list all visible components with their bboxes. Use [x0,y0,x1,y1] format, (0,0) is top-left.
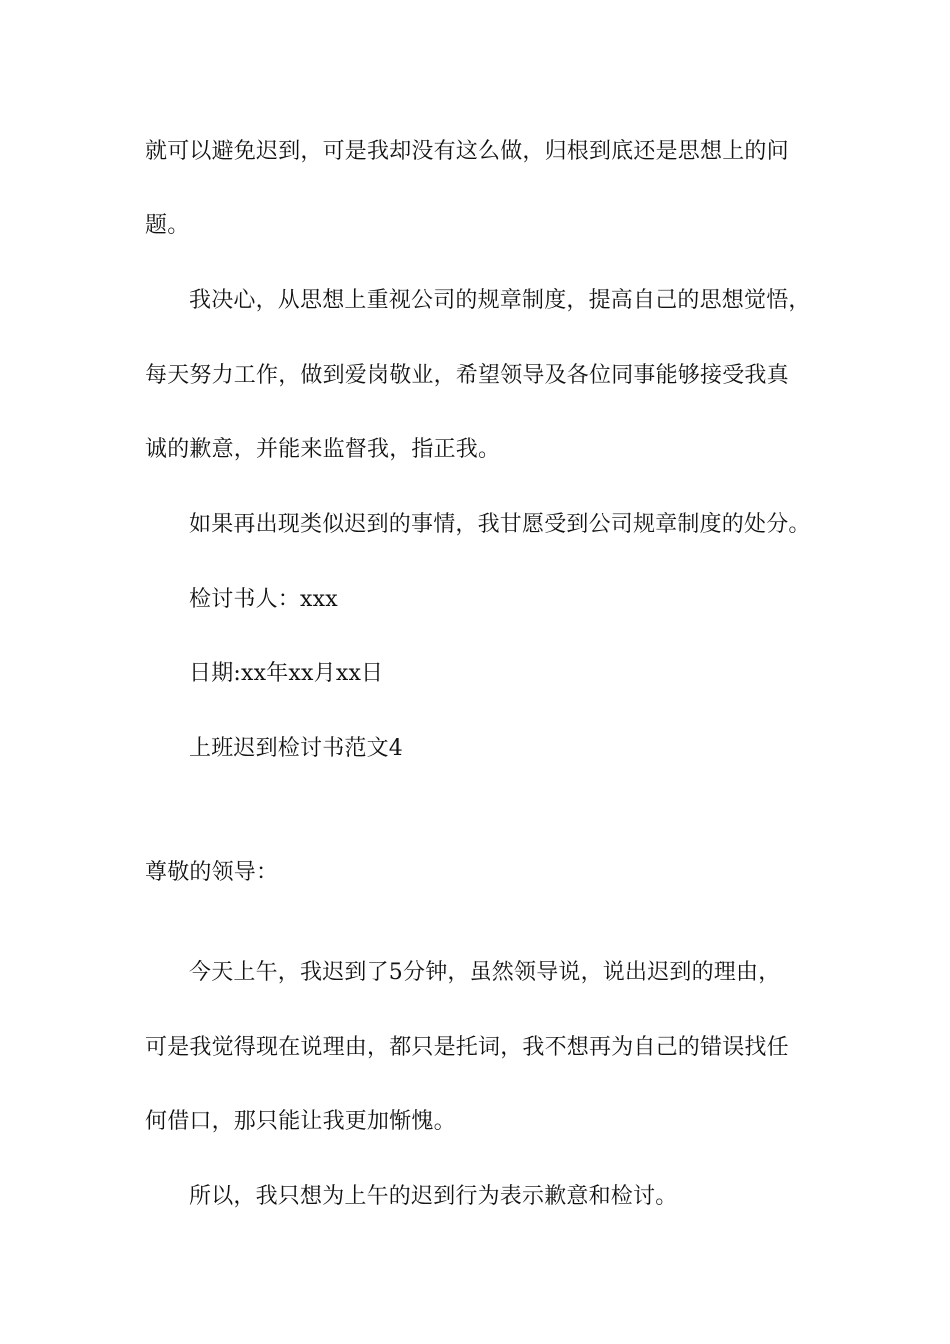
paragraph-line: 题。 [145,213,190,238]
paragraph-line: 诚的歉意，并能来监督我，指正我。 [145,437,501,462]
paragraph-line: 何借口，那只能让我更加惭愧。 [145,1109,456,1134]
paragraph-line: 可是我觉得现在说理由，都只是托词，我不想再为自己的错误找任 [145,1035,789,1060]
date-line: 日期:xx年xx月xx日 [189,661,384,686]
paragraph-line: 如果再出现类似迟到的事情，我甘愿受到公司规章制度的处分。 [189,512,811,537]
paragraph-line: 所以，我只想为上午的迟到行为表示歉意和检讨。 [189,1184,678,1209]
salutation: 尊敬的领导： [145,860,279,885]
signature-line: 检讨书人：xxx [189,587,338,612]
section-heading: 上班迟到检讨书范文4 [189,736,403,761]
paragraph-line: 每天努力工作，做到爱岗敬业，希望领导及各位同事能够接受我真 [145,363,789,388]
paragraph-line: 今天上午，我迟到了5分钟，虽然领导说，说出迟到的理由， [189,960,781,985]
paragraph-line: 我决心，从思想上重视公司的规章制度，提高自己的思想觉悟， [189,288,811,313]
paragraph-line: 就可以避免迟到，可是我却没有这么做，归根到底还是思想上的问 [145,139,789,164]
